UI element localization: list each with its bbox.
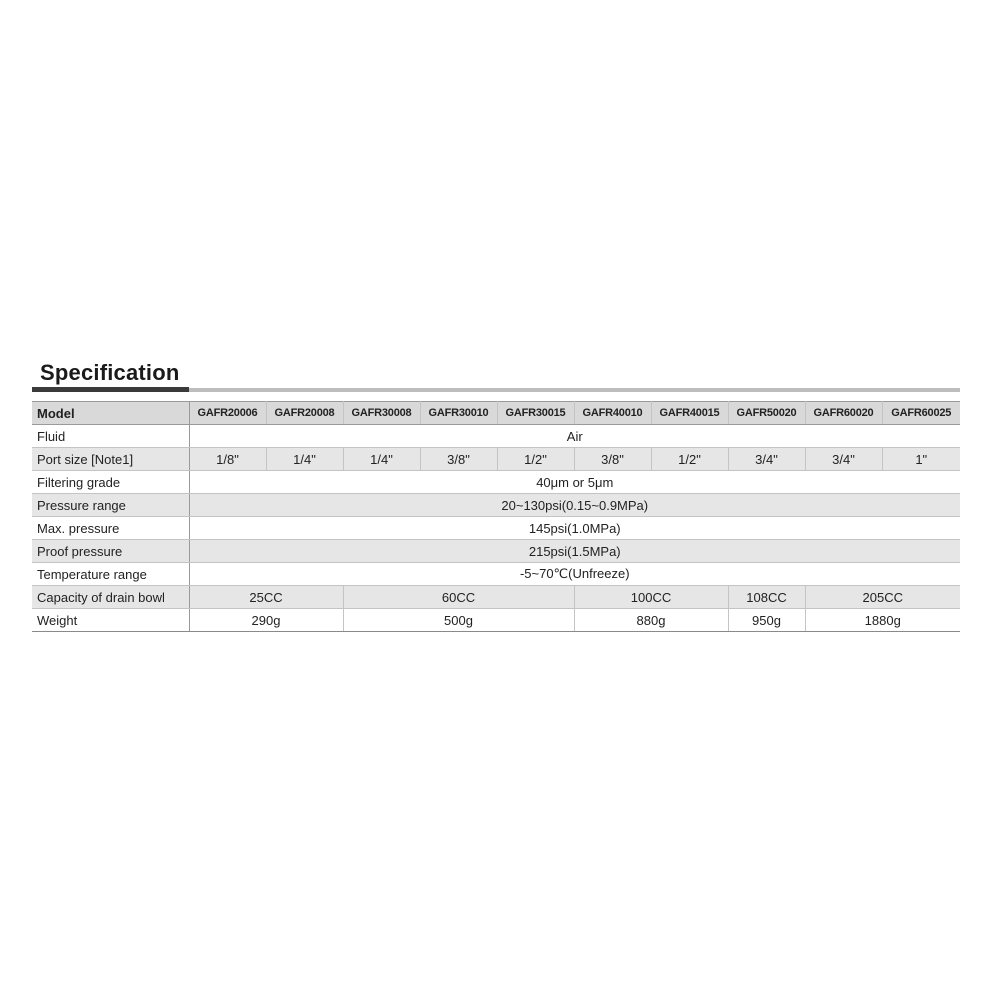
model-cell: GAFR20006 (189, 402, 266, 425)
proof-pressure-value: 215psi(1.5MPa) (189, 540, 960, 563)
proof-pressure-row (32, 540, 960, 563)
model-cell: GAFR40015 (651, 402, 728, 425)
weight-cell: 880g (574, 609, 728, 632)
drain-bowl-cell: 100CC (574, 586, 728, 609)
weight-cell: 1880g (805, 609, 960, 632)
row-label: Port size [Note1] (32, 448, 189, 471)
weight-cell: 290g (189, 609, 343, 632)
row-label: Model (32, 402, 189, 425)
model-row (32, 402, 960, 425)
drain-bowl-row (32, 586, 960, 609)
pressure-range-row (32, 494, 960, 517)
model-cell: GAFR60020 (805, 402, 882, 425)
model-cell: GAFR40010 (574, 402, 651, 425)
row-label: Fluid (32, 425, 189, 448)
port-size-cell: 3/8" (420, 448, 497, 471)
drain-bowl-cell: 205CC (805, 586, 960, 609)
title-underline-dark (32, 387, 189, 392)
port-size-row (32, 448, 960, 471)
pressure-range-value: 20~130psi(0.15~0.9MPa) (189, 494, 960, 517)
port-size-cell: 3/4" (728, 448, 805, 471)
port-size-cell: 1/8" (189, 448, 266, 471)
port-size-cell: 1/2" (651, 448, 728, 471)
model-cell: GAFR20008 (266, 402, 343, 425)
port-size-cell: 1/4" (343, 448, 420, 471)
row-label: Weight (32, 609, 189, 632)
model-cell: GAFR60025 (882, 402, 960, 425)
model-cell: GAFR30015 (497, 402, 574, 425)
port-size-cell: 3/8" (574, 448, 651, 471)
drain-bowl-cell: 60CC (343, 586, 574, 609)
model-cell: GAFR30008 (343, 402, 420, 425)
row-label: Max. pressure (32, 517, 189, 540)
weight-cell: 500g (343, 609, 574, 632)
row-label: Filtering grade (32, 471, 189, 494)
max-pressure-row (32, 517, 960, 540)
port-size-cell: 3/4" (805, 448, 882, 471)
temperature-range-value: -5~70℃(Unfreeze) (189, 563, 960, 586)
row-label: Temperature range (32, 563, 189, 586)
drain-bowl-cell: 25CC (189, 586, 343, 609)
specification-table (32, 401, 960, 632)
row-label: Proof pressure (32, 540, 189, 563)
port-size-cell: 1/4" (266, 448, 343, 471)
fluid-row (32, 425, 960, 448)
weight-row (32, 609, 960, 632)
row-label: Capacity of drain bowl (32, 586, 189, 609)
model-cell: GAFR50020 (728, 402, 805, 425)
filtering-grade-row (32, 471, 960, 494)
port-size-cell: 1/2" (497, 448, 574, 471)
filtering-grade-value: 40μm or 5μm (189, 471, 960, 494)
row-label: Pressure range (32, 494, 189, 517)
weight-cell: 950g (728, 609, 805, 632)
page-title: Specification (40, 360, 180, 385)
model-cell: GAFR30010 (420, 402, 497, 425)
fluid-value: Air (189, 425, 960, 448)
title-underline-light (189, 388, 960, 392)
max-pressure-value: 145psi(1.0MPa) (189, 517, 960, 540)
drain-bowl-cell: 108CC (728, 586, 805, 609)
port-size-cell: 1" (882, 448, 960, 471)
temperature-range-row (32, 563, 960, 586)
